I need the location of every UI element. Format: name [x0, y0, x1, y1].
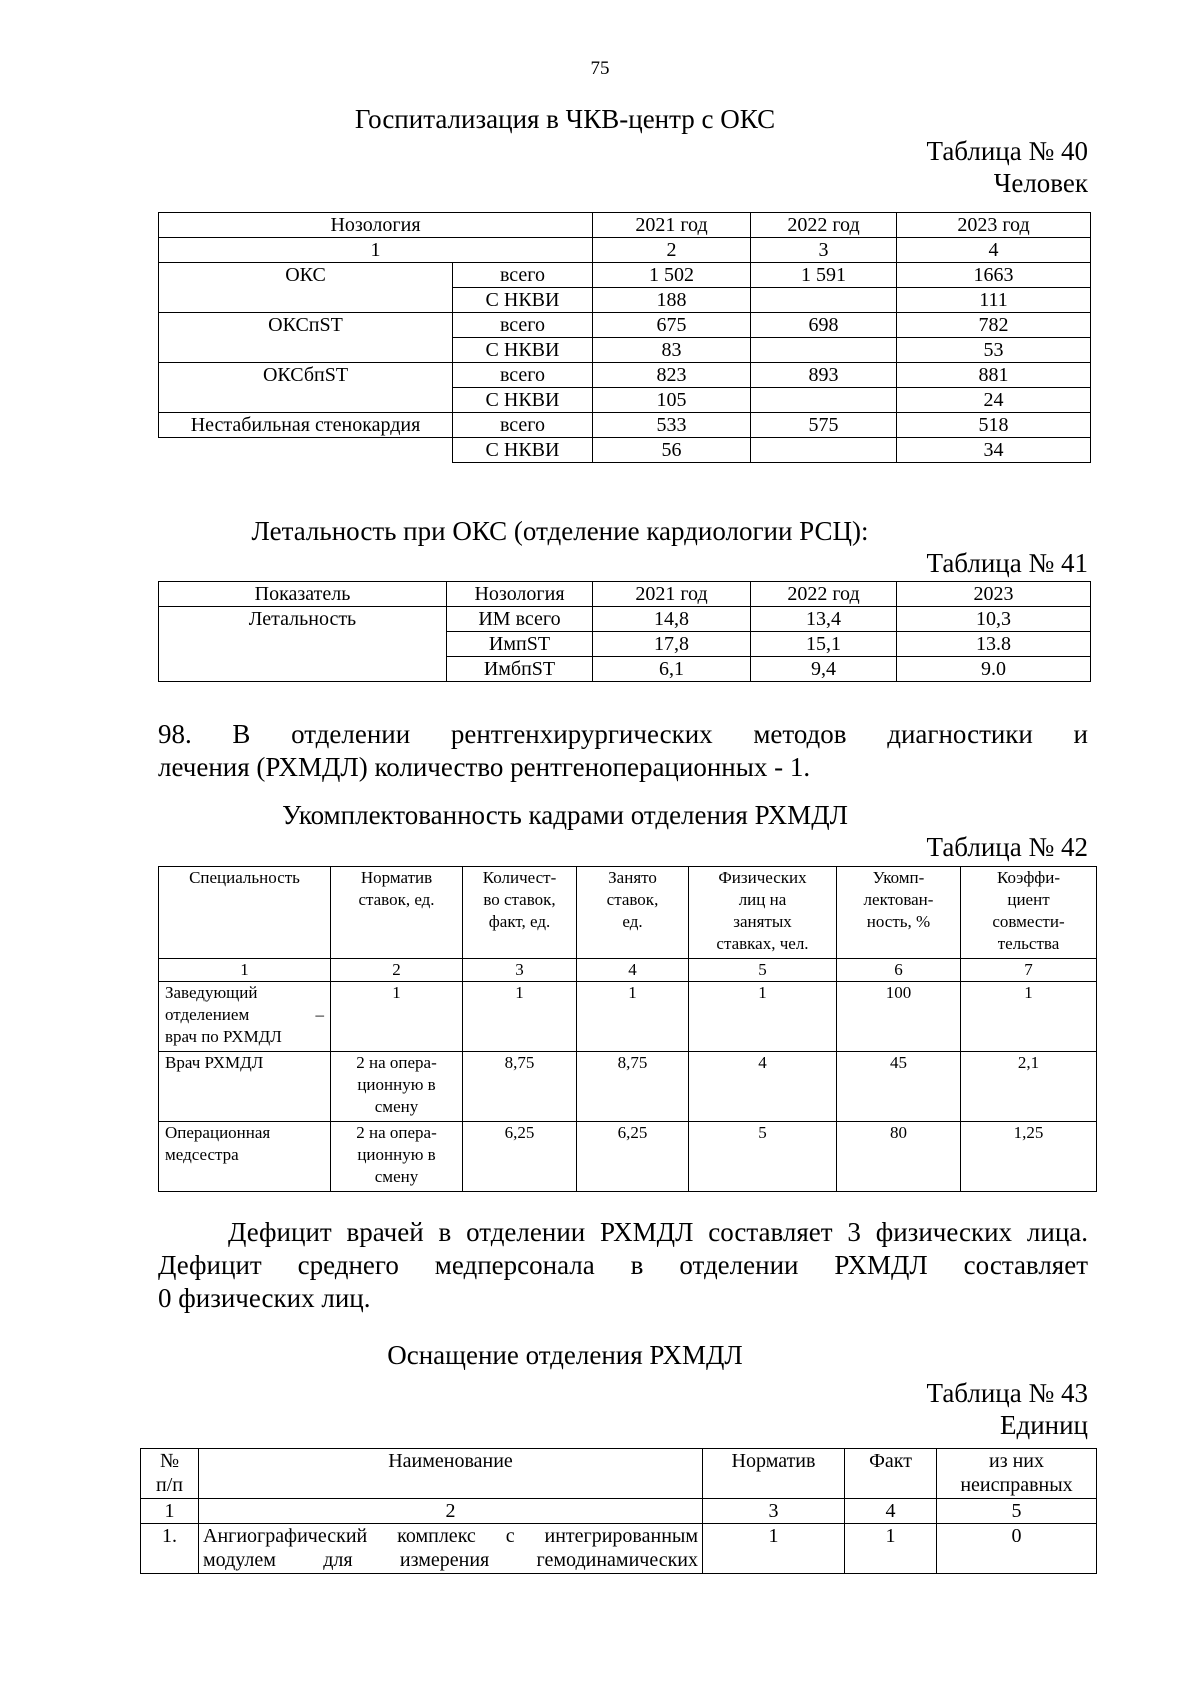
- cell-2023: 881: [897, 363, 1091, 388]
- indicator-name: Летальность: [159, 607, 447, 682]
- table-row: [141, 1524, 1097, 1574]
- cell-2023: 10,3: [897, 607, 1091, 632]
- busy-cell: 8,75: [577, 1052, 689, 1122]
- nosology-cell: ИМ всего: [447, 607, 593, 632]
- table40-unit: Человек: [993, 168, 1088, 198]
- nosology-name: ОКСбпST: [159, 363, 453, 413]
- header-physical: Физических лиц на занятых ставках, чел.: [689, 867, 837, 959]
- cell-2022: 698: [751, 313, 897, 338]
- nosology-cell: ИмпST: [447, 632, 593, 657]
- norm-cell: 2 на опера- ционную в смену: [331, 1122, 463, 1192]
- specialty-cell: Заведующий отделением – врач по РХМДЛ: [159, 982, 331, 1052]
- table42-caption: Таблица № 42: [926, 832, 1088, 862]
- busy-cell: 6,25: [577, 1122, 689, 1192]
- sub-label: всего: [453, 263, 593, 288]
- paragraph-line: Дефицит врачей в отделении РХМДЛ составляет 3 физических лица.: [228, 1217, 1088, 1247]
- cell-2022: 1 591: [751, 263, 897, 288]
- header-number: № п/п: [141, 1449, 199, 1499]
- table-row: [159, 1122, 1097, 1192]
- col-number: 4: [845, 1499, 937, 1524]
- cell-2023: 9.0: [897, 657, 1091, 682]
- cell-2022: 575: [751, 413, 897, 438]
- cell-2023: 111: [897, 288, 1091, 313]
- table-row: [159, 982, 1097, 1052]
- cell-2023: 1663: [897, 263, 1091, 288]
- col-number: 5: [689, 959, 837, 982]
- table-row: [159, 438, 1091, 463]
- broken-cell: 0: [937, 1524, 1097, 1574]
- coefficient-cell: 1: [961, 982, 1097, 1052]
- paragraph-line: 98. В отделении рентгенхирургических методов диагностики и: [158, 719, 1088, 749]
- header-fact: Факт: [845, 1449, 937, 1499]
- nosology-name: Нестабильная стенокардия: [159, 413, 453, 438]
- specialty-cell: Операционная медсестра: [159, 1122, 331, 1192]
- fact-cell: 1: [845, 1524, 937, 1574]
- cell-2021: 675: [593, 313, 751, 338]
- sub-label: всего: [453, 363, 593, 388]
- cell-2023: 13.8: [897, 632, 1091, 657]
- header-coefficient: Коэффи- циент совмести- тельства: [961, 867, 1097, 959]
- cell-2023: 53: [897, 338, 1091, 363]
- col-number: 6: [837, 959, 961, 982]
- table41-caption: Таблица № 41: [926, 548, 1088, 578]
- paragraph-line: Дефицит среднего медперсонала в отделении РХМДЛ составляет: [158, 1250, 1088, 1280]
- header-2023: 2023 год: [897, 213, 1091, 238]
- norm-cell: 1: [703, 1524, 845, 1574]
- sub-label: всего: [453, 313, 593, 338]
- table-41: [158, 581, 1091, 682]
- header-2021: 2021 год: [593, 582, 751, 607]
- completeness-cell: 80: [837, 1122, 961, 1192]
- header-name: Наименование: [199, 1449, 703, 1499]
- table43-caption: Таблица № 43: [926, 1378, 1088, 1408]
- cell-2021: 17,8: [593, 632, 751, 657]
- cell-2022: [751, 288, 897, 313]
- completeness-cell: 45: [837, 1052, 961, 1122]
- col-number: 2: [593, 238, 751, 263]
- table41-title: Летальность при ОКС (отделение кардиологии РСЦ):: [251, 516, 869, 546]
- header-norm: Норматив: [703, 1449, 845, 1499]
- cell-2021: 533: [593, 413, 751, 438]
- col-number: 7: [961, 959, 1097, 982]
- table-43: [140, 1448, 1097, 1574]
- completeness-cell: 100: [837, 982, 961, 1052]
- table43-unit: Единиц: [999, 1410, 1088, 1440]
- page-number: 75: [590, 58, 610, 79]
- table-row: [159, 363, 1091, 388]
- coefficient-cell: 1,25: [961, 1122, 1097, 1192]
- table40-caption: Таблица № 40: [926, 136, 1088, 166]
- header-norm: Норматив ставок, ед.: [331, 867, 463, 959]
- header-completeness: Укомп- лектован- ность, %: [837, 867, 961, 959]
- norm-cell: 2 на опера- ционную в смену: [331, 1052, 463, 1122]
- paragraph-line: 0 физических лиц.: [158, 1283, 371, 1313]
- cell-2022: [751, 338, 897, 363]
- physical-cell: 1: [689, 982, 837, 1052]
- cell-2023: 24: [897, 388, 1091, 413]
- header-indicator: Показатель: [159, 582, 447, 607]
- busy-cell: 1: [577, 982, 689, 1052]
- table-40: [158, 212, 1091, 463]
- col-number: 4: [897, 238, 1091, 263]
- header-fact: Количест- во ставок, факт, ед.: [463, 867, 577, 959]
- deficit-paragraph: [158, 1216, 1088, 1315]
- nosology-name: ОКС: [159, 263, 453, 313]
- header-nosology: Нозология: [159, 213, 593, 238]
- table-row: [159, 607, 1091, 632]
- empty-cell: [159, 438, 453, 463]
- header-2022: 2022 год: [751, 213, 897, 238]
- header-2021: 2021 год: [593, 213, 751, 238]
- header-2023: 2023: [897, 582, 1091, 607]
- header-nosology: Нозология: [447, 582, 593, 607]
- cell-2021: 1 502: [593, 263, 751, 288]
- table43-title: Оснащение отделения РХМДЛ: [387, 1340, 743, 1370]
- table-row: [159, 263, 1091, 288]
- nosology-cell: ИмбпST: [447, 657, 593, 682]
- cell-2022: 893: [751, 363, 897, 388]
- table-row: [159, 1052, 1097, 1122]
- cell-2021: 105: [593, 388, 751, 413]
- physical-cell: 4: [689, 1052, 837, 1122]
- sub-label: всего: [453, 413, 593, 438]
- col-number: 3: [751, 238, 897, 263]
- cell-2023: 518: [897, 413, 1091, 438]
- sub-label: С НКВИ: [453, 438, 593, 463]
- cell-2022: [751, 388, 897, 413]
- norm-cell: 1: [331, 982, 463, 1052]
- header-2022: 2022 год: [751, 582, 897, 607]
- row-number: 1.: [141, 1524, 199, 1574]
- table-row: [159, 313, 1091, 338]
- table42-title: Укомплектованность кадрами отделения РХМДЛ: [282, 800, 848, 830]
- col-number: 3: [703, 1499, 845, 1524]
- table-42: [158, 866, 1097, 1192]
- specialty-cell: Врач РХМДЛ: [159, 1052, 331, 1122]
- physical-cell: 5: [689, 1122, 837, 1192]
- cell-2023: 34: [897, 438, 1091, 463]
- col-number: 5: [937, 1499, 1097, 1524]
- col-number: 2: [199, 1499, 703, 1524]
- col-number: 1: [159, 959, 331, 982]
- sub-label: С НКВИ: [453, 288, 593, 313]
- table40-title: Госпитализация в ЧКВ-центр с ОКС: [354, 104, 776, 134]
- sub-label: С НКВИ: [453, 388, 593, 413]
- cell-2022: 15,1: [751, 632, 897, 657]
- header-busy: Занято ставок, ед.: [577, 867, 689, 959]
- cell-2023: 782: [897, 313, 1091, 338]
- table-row: [159, 413, 1091, 438]
- cell-2021: 6,1: [593, 657, 751, 682]
- col-number: 3: [463, 959, 577, 982]
- coefficient-cell: 2,1: [961, 1052, 1097, 1122]
- col-number: 1: [141, 1499, 199, 1524]
- cell-2022: [751, 438, 897, 463]
- sub-label: С НКВИ: [453, 338, 593, 363]
- cell-2021: 823: [593, 363, 751, 388]
- fact-cell: 1: [463, 982, 577, 1052]
- col-number: 2: [331, 959, 463, 982]
- header-specialty: Специальность: [159, 867, 331, 959]
- header-broken: из них неисправных: [937, 1449, 1097, 1499]
- cell-2022: 13,4: [751, 607, 897, 632]
- nosology-name: ОКСпST: [159, 313, 453, 363]
- col-number: 1: [159, 238, 593, 263]
- item-name: Ангиографический комплекс с интегрированным модулем для измерения гемодинамических: [199, 1524, 703, 1574]
- cell-2021: 14,8: [593, 607, 751, 632]
- fact-cell: 8,75: [463, 1052, 577, 1122]
- paragraph-line: лечения (РХМДЛ) количество рентгеноперационных - 1.: [158, 752, 811, 782]
- paragraph-98: [158, 718, 1088, 784]
- cell-2021: 83: [593, 338, 751, 363]
- cell-2021: 188: [593, 288, 751, 313]
- cell-2021: 56: [593, 438, 751, 463]
- fact-cell: 6,25: [463, 1122, 577, 1192]
- col-number: 4: [577, 959, 689, 982]
- cell-2022: 9,4: [751, 657, 897, 682]
